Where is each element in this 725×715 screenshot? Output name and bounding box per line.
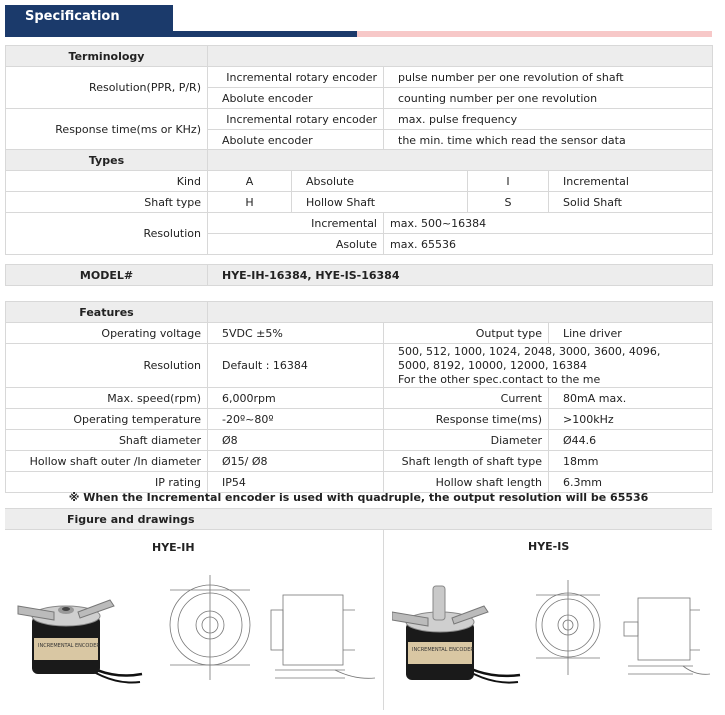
term-type: Abolute encoder: [208, 130, 384, 151]
op-temp-label: Operating temperature: [6, 409, 208, 430]
op-voltage-value: 5VDC ±5%: [208, 323, 384, 344]
terminology-title: Terminology: [6, 46, 208, 67]
shaft-s-value: Solid Shaft: [549, 192, 713, 213]
diameter-value: Ø44.6: [549, 430, 713, 451]
res-incremental-value: max. 500~16384: [384, 213, 713, 234]
features-table: [5, 301, 713, 493]
op-temp-value: -20º~80º: [208, 409, 384, 430]
types-title: Types: [6, 150, 208, 171]
figure-section-header: [5, 508, 712, 530]
quadruple-note: ※ When the Incremental encoder is used with quadruple, the output resolution will be 65536: [68, 491, 649, 504]
model-table: [5, 264, 713, 286]
shaft-h-code: H: [208, 192, 292, 213]
header-underline-pink: [357, 31, 712, 37]
shaft-type-label: Shaft type: [6, 192, 208, 213]
resolution-list-line: For the other spec.contact to the me: [398, 372, 601, 386]
shaft-h-value: Hollow Shaft: [292, 192, 468, 213]
op-voltage-label: Operating voltage: [6, 323, 208, 344]
hollow-shaft-length-label: Hollow shaft length: [384, 472, 549, 493]
term-desc: pulse number per one revolution of shaft: [384, 67, 713, 88]
hye-is-product-image: [392, 580, 522, 690]
encoder-label-text: INCREMENTAL ENCODER: [412, 647, 474, 653]
types-table: [5, 149, 713, 255]
response-time-label: Response time(ms): [384, 409, 549, 430]
figure-divider: [383, 530, 384, 710]
max-speed-label: Max. speed(rpm): [6, 388, 208, 409]
current-value: 80mA max.: [549, 388, 713, 409]
term-desc: counting number per one revolution: [384, 88, 713, 109]
figure-title: Figure and drawings: [67, 513, 195, 526]
current-label: Current: [384, 388, 549, 409]
max-speed-value: 6,000rpm: [208, 388, 384, 409]
features-title: Features: [6, 302, 208, 323]
resolution-list-line: 500, 512, 1000, 1024, 2048, 3000, 3600, 4096,: [398, 344, 661, 358]
section-header-specification: Specification: [5, 5, 173, 31]
kind-i-value: Incremental: [549, 171, 713, 192]
features-resolution-label: Resolution: [6, 344, 208, 388]
kind-label: Kind: [6, 171, 208, 192]
output-type-label: Output type: [384, 323, 549, 344]
features-resolution-default: Default : 16384: [208, 344, 384, 388]
shaft-diameter-label: Shaft diameter: [6, 430, 208, 451]
ip-rating-label: IP rating: [6, 472, 208, 493]
model-value: HYE-IH-16384, HYE-IS-16384: [208, 265, 713, 286]
hollow-shaft-length-value: 6.3mm: [549, 472, 713, 493]
hye-is-caption: HYE-IS: [528, 540, 570, 553]
hye-ih-drawing: [155, 570, 380, 690]
types-resolution-label: Resolution: [6, 213, 208, 255]
response-time-value: >100kHz: [549, 409, 713, 430]
term-desc: the min. time which read the sensor data: [384, 130, 713, 151]
shaft-s-code: S: [468, 192, 549, 213]
hollow-shaft-diam-value: Ø15/ Ø8: [208, 451, 384, 472]
term-type: Incremental rotary encoder: [208, 67, 384, 88]
encoder-label-text: INCREMENTAL ENCODER: [38, 643, 100, 649]
res-absolute-value: max. 65536: [384, 234, 713, 255]
ip-rating-value: IP54: [208, 472, 384, 493]
term-type: Incremental rotary encoder: [208, 109, 384, 130]
term-desc: max. pulse frequency: [384, 109, 713, 130]
term-type: Abolute encoder: [208, 88, 384, 109]
resolution-list-line: 5000, 8192, 10000, 12000, 16384: [398, 358, 587, 372]
model-label: MODEL#: [6, 265, 208, 286]
hye-ih-caption: HYE-IH: [152, 541, 195, 554]
output-type-value: Line driver: [549, 323, 713, 344]
res-absolute-label: Asolute: [208, 234, 384, 255]
hye-ih-product-image: [14, 586, 144, 686]
kind-i-code: I: [468, 171, 549, 192]
res-incremental-label: Incremental: [208, 213, 384, 234]
diameter-label: Diameter: [384, 430, 549, 451]
kind-a-code: A: [208, 171, 292, 192]
kind-a-value: Absolute: [292, 171, 468, 192]
shaft-diameter-value: Ø8: [208, 430, 384, 451]
header-underline-dark: [5, 31, 357, 37]
hollow-shaft-diam-label: Hollow shaft outer /In diameter: [6, 451, 208, 472]
hye-is-drawing: [528, 570, 713, 690]
resolution-term-label: Resolution(PPR, P/R): [6, 67, 208, 109]
terminology-table: [5, 45, 713, 151]
shaft-length-value: 18mm: [549, 451, 713, 472]
shaft-length-label: Shaft length of shaft type: [384, 451, 549, 472]
response-term-label: Response time(ms or KHz): [6, 109, 208, 151]
